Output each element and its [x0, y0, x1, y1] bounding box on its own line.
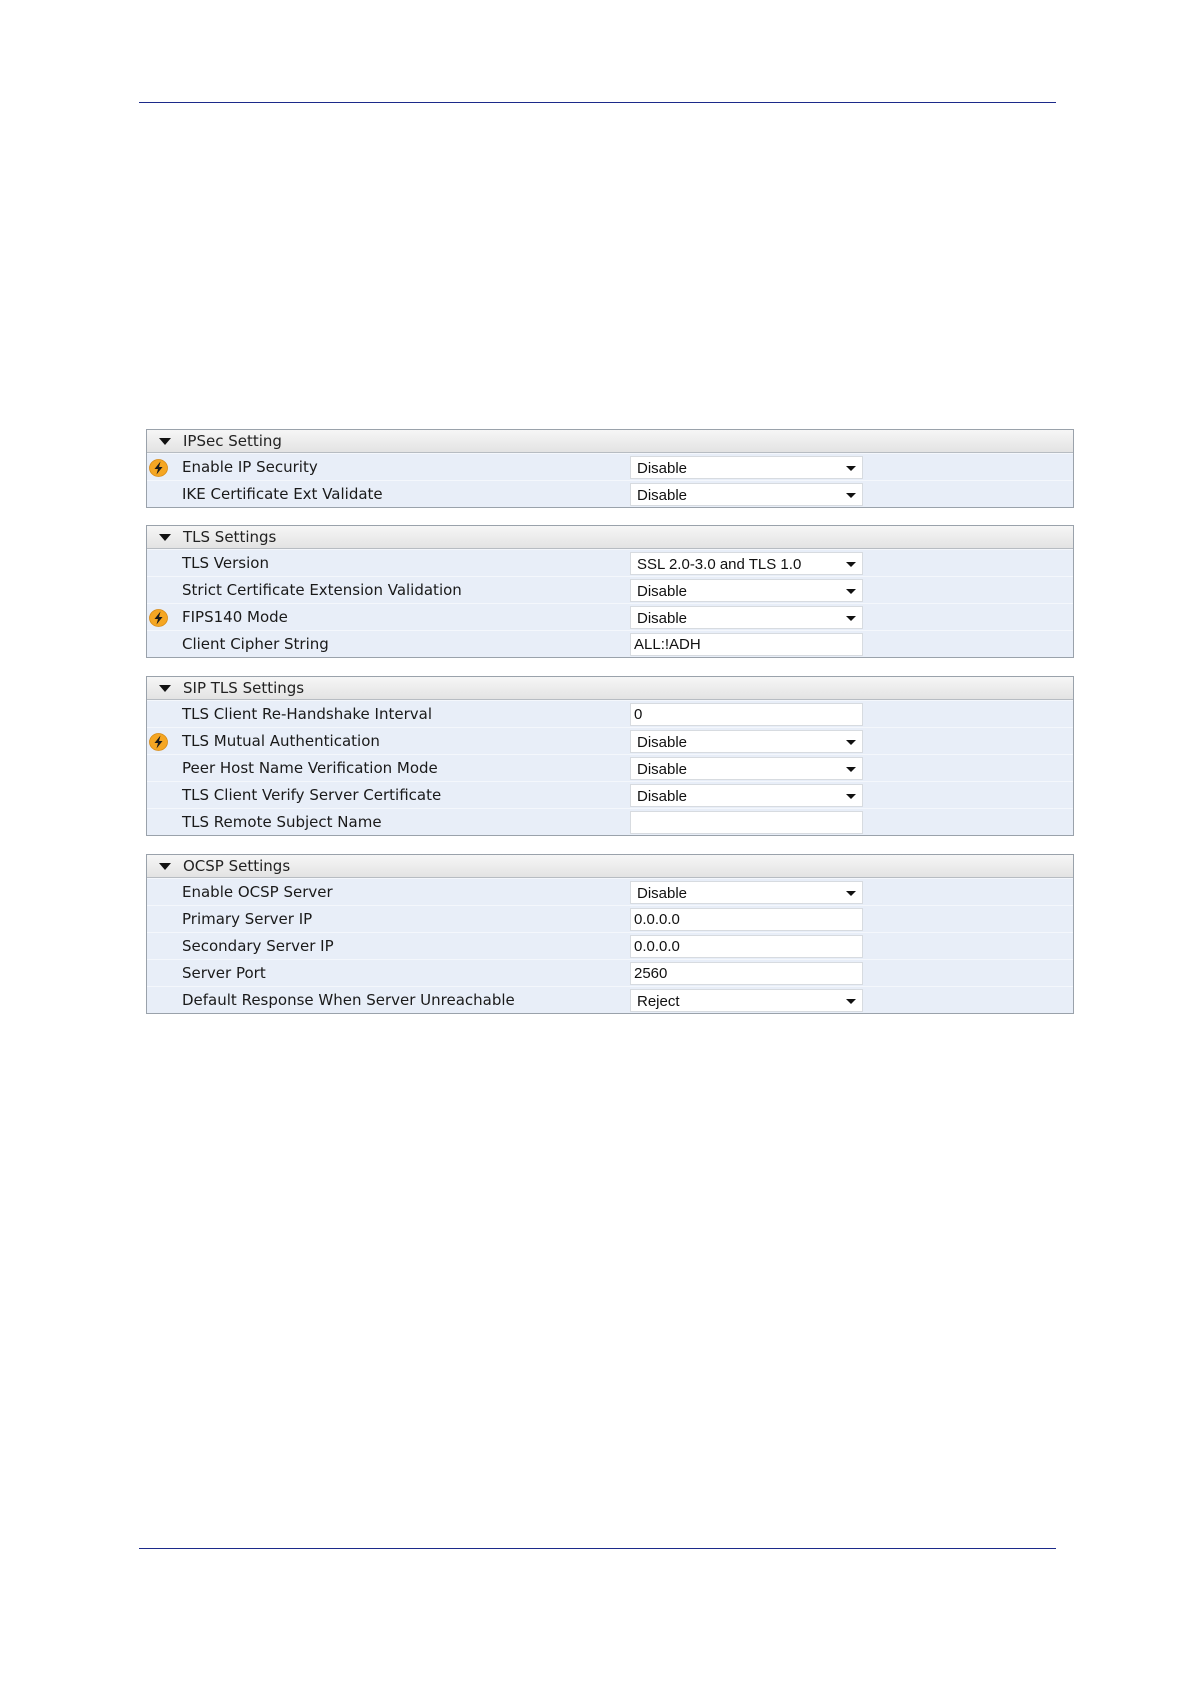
collapse-arrow-icon[interactable] — [159, 438, 171, 445]
dropdown-caret-icon — [846, 562, 856, 567]
field-label: TLS Mutual Authentication — [182, 732, 380, 750]
field-label: Enable OCSP Server — [182, 883, 333, 901]
tls-settings-panel — [146, 525, 1074, 658]
row-tls-mutual-authentication — [147, 727, 1073, 754]
lightning-bolt-icon — [149, 459, 168, 477]
ocsp-settings-header[interactable] — [147, 855, 1073, 878]
select-value: Disable — [637, 460, 688, 477]
enable-ip-security-select[interactable] — [630, 456, 863, 479]
row-tls-version — [147, 549, 1073, 576]
strict-certificate-extension-validation-select[interactable] — [630, 579, 863, 602]
section-title: OCSP Settings — [183, 857, 291, 875]
field-label: Enable IP Security — [182, 458, 318, 476]
row-default-response-when-server-unreachable — [147, 986, 1073, 1013]
ipsec-settings-panel — [146, 429, 1074, 508]
select-value: Disable — [637, 788, 688, 805]
fips140-mode-select[interactable] — [630, 606, 863, 629]
field-label: TLS Client Re-Handshake Interval — [182, 705, 432, 723]
row-fips140-mode — [147, 603, 1073, 630]
row-tls-client-verify-server-certificate — [147, 781, 1073, 808]
select-value: Disable — [637, 734, 688, 751]
field-label: Peer Host Name Verification Mode — [182, 759, 438, 777]
sip-tls-settings-panel — [146, 676, 1074, 836]
select-value: Disable — [637, 583, 688, 600]
dropdown-caret-icon — [846, 493, 856, 498]
field-label: TLS Version — [182, 554, 269, 572]
section-title: IPSec Setting — [183, 432, 282, 450]
collapse-arrow-icon[interactable] — [159, 534, 171, 541]
ike-certificate-ext-validate-select[interactable] — [630, 483, 863, 506]
row-peer-host-name-verification-mode — [147, 754, 1073, 781]
field-label: Primary Server IP — [182, 910, 313, 928]
collapse-arrow-icon[interactable] — [159, 863, 171, 870]
dropdown-caret-icon — [846, 794, 856, 799]
dropdown-caret-icon — [846, 740, 856, 745]
lightning-bolt-icon — [149, 609, 168, 627]
section-title: SIP TLS Settings — [183, 679, 305, 697]
dropdown-caret-icon — [846, 616, 856, 621]
tls-version-select[interactable] — [630, 552, 863, 575]
footer-rule — [139, 1548, 1056, 1549]
ipsec-settings-header[interactable] — [147, 430, 1073, 453]
select-value: SSL 2.0-3.0 and TLS 1.0 — [637, 556, 802, 573]
dropdown-caret-icon — [846, 767, 856, 772]
section-title: TLS Settings — [183, 528, 277, 546]
field-label: IKE Certificate Ext Validate — [182, 485, 383, 503]
client-cipher-string-input[interactable] — [630, 633, 863, 656]
server-port-input[interactable] — [630, 962, 863, 985]
field-label: Client Cipher String — [182, 635, 329, 653]
ocsp-settings-panel — [146, 854, 1074, 1014]
tls-mutual-authentication-select[interactable] — [630, 730, 863, 753]
row-ike-certificate-ext-validate — [147, 480, 1073, 507]
tls-settings-header[interactable] — [147, 526, 1073, 549]
field-label: Strict Certificate Extension Validation — [182, 581, 462, 599]
row-secondary-server-ip — [147, 932, 1073, 959]
field-label: TLS Remote Subject Name — [182, 813, 382, 831]
select-value: Disable — [637, 761, 688, 778]
row-server-port — [147, 959, 1073, 986]
field-label: TLS Client Verify Server Certificate — [182, 786, 442, 804]
field-label: Secondary Server IP — [182, 937, 334, 955]
peer-host-name-verification-mode-select[interactable] — [630, 757, 863, 780]
field-label: FIPS140 Mode — [182, 608, 288, 626]
collapse-arrow-icon[interactable] — [159, 685, 171, 692]
field-label: Default Response When Server Unreachable — [182, 991, 515, 1009]
row-enable-ocsp-server — [147, 878, 1073, 905]
row-tls-remote-subject-name — [147, 808, 1073, 835]
select-value: Disable — [637, 885, 688, 902]
tls-remote-subject-name-input[interactable] — [630, 811, 863, 834]
select-value: Disable — [637, 487, 688, 504]
dropdown-caret-icon — [846, 466, 856, 471]
dropdown-caret-icon — [846, 589, 856, 594]
tls-client-verify-server-certificate-select[interactable] — [630, 784, 863, 807]
row-primary-server-ip — [147, 905, 1073, 932]
sip-tls-settings-header[interactable] — [147, 677, 1073, 700]
header-rule — [139, 102, 1056, 103]
tls-client-re-handshake-interval-input[interactable] — [630, 703, 863, 726]
dropdown-caret-icon — [846, 891, 856, 896]
primary-server-ip-input[interactable] — [630, 908, 863, 931]
field-label: Server Port — [182, 964, 266, 982]
select-value: Disable — [637, 610, 688, 627]
select-value: Reject — [637, 993, 680, 1010]
dropdown-caret-icon — [846, 999, 856, 1004]
row-strict-certificate-extension-validation — [147, 576, 1073, 603]
secondary-server-ip-input[interactable] — [630, 935, 863, 958]
row-client-cipher-string — [147, 630, 1073, 657]
default-response-when-server-unreachable-select[interactable] — [630, 989, 863, 1012]
row-tls-client-re-handshake-interval — [147, 700, 1073, 727]
enable-ocsp-server-select[interactable] — [630, 881, 863, 904]
lightning-bolt-icon — [149, 733, 168, 751]
row-enable-ip-security — [147, 453, 1073, 480]
